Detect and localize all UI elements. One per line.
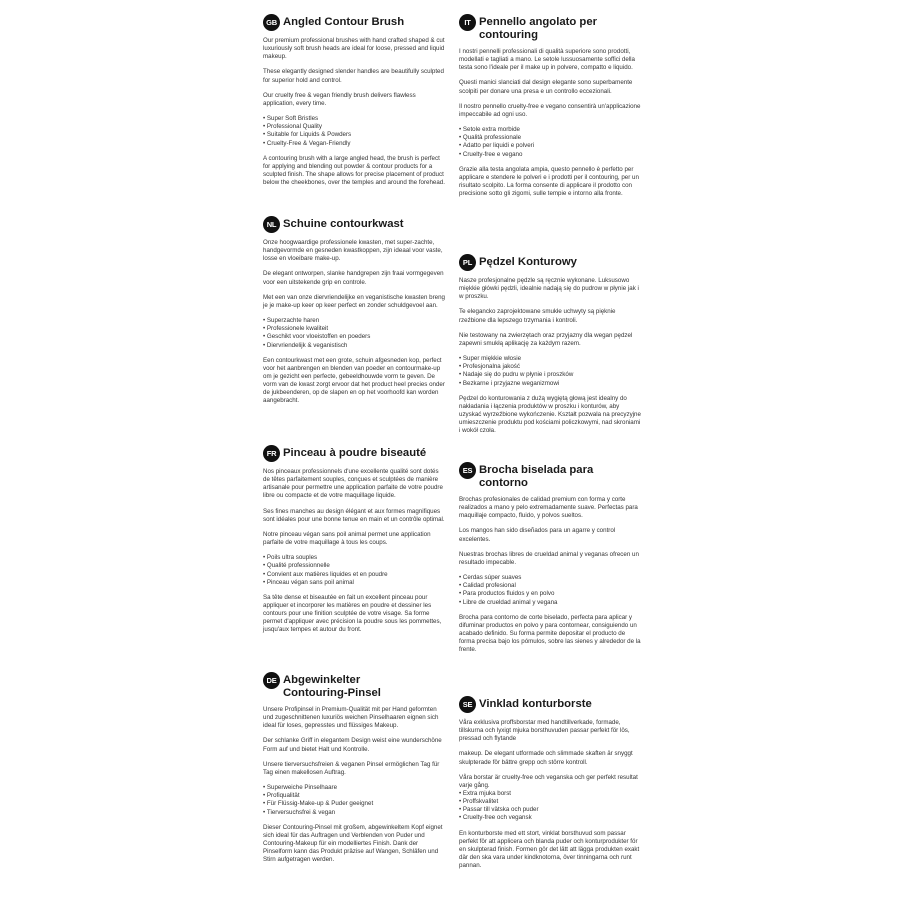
list-item: • Profesjonalna jakość: [459, 363, 641, 371]
paragraph: Our cruelty free & vegan friendly brush delivers flawless application, every time.: [263, 91, 416, 107]
feature-list: [459, 574, 641, 606]
section-title: Pędzel Konturowy: [479, 256, 577, 268]
list-item: • Cruelty-Free & Vegan-Friendly: [263, 140, 445, 148]
list-item: • Pinceau végan sans poil animal: [263, 579, 445, 587]
paragraph: Grazie alla testa angolata ampia, questo pennello è perfetto per applicare e stendere le polveri e i prodotti per il contouring, per un risultato scolpito. La forma consente di applicare il prodotto con precisione sotto gli zigomi, sulle tempie e intorno alla fronte.: [459, 165, 639, 198]
pl-language-icon: PL: [459, 254, 476, 271]
gb-language-icon: GB: [263, 14, 280, 31]
list-item: • Professionele kwaliteit: [263, 325, 445, 333]
section-title-line: contouring: [479, 29, 538, 41]
list-item: • Cruelty-free och vegansk: [459, 814, 641, 822]
section-header: [263, 14, 445, 31]
section-title-line: Pennello angolato per: [479, 16, 598, 28]
section-header: [459, 696, 641, 713]
paragraph: Unsere Profipinsel in Premium-Qualität mit per Hand geformten und zugeschnittenen luxuriös weichen Pinselhaaren eignen sich ideal für loses, gepresstes und flüssiges Makeup.: [263, 706, 439, 730]
list-item: • Profiqualität: [263, 792, 445, 800]
paragraph: Los mangos han sido diseñados para un agarre y control excelentes.: [459, 527, 616, 543]
section-header: [459, 14, 641, 42]
paragraph: makeup. De elegant utformade och slimmade skaften är snyggt skulpterade för bättre grepp och större kontroll.: [459, 750, 633, 766]
list-item: • Cerdas súper suaves: [459, 574, 641, 582]
list-item: • Calidad profesional: [459, 582, 641, 590]
paragraph: De elegant ontworpen, slanke handgrepen zijn fraai vormgegeven voor een uitstekende grip en controle.: [263, 270, 444, 286]
list-item: • Superzachte haren: [263, 317, 445, 325]
list-item: • Para productos fluidos y en polvo: [459, 590, 641, 598]
list-item: • Extra mjuka borst: [459, 790, 641, 798]
paragraph: En konturborste med ett stort, vinklat borsthuvud som passar perfekt för att applicera och blanda puder och konturprodukter för en skulpterad finish. Formen gör det lätt att lägga produkten exakt där den ska vara under kindknotorna, över tinningarna och runt pannan.: [459, 829, 640, 869]
section-header: [263, 216, 445, 233]
paragraph: Ses fines manches au design élégant et aux formes magnifiques sont idéales pour une bonne tenue en main et un contrôle optimal.: [263, 507, 445, 523]
paragraph: Our premium professional brushes with hand crafted shaped & cut luxuriously soft brush heads are ideal for loose, pressed and liquid makeup.: [263, 37, 445, 61]
paragraph: These elegantly designed slender handles are beautifully sculpted for superior hold and control.: [263, 68, 444, 84]
feature-list: [459, 126, 641, 158]
paragraph: A contouring brush with a large angled head, the brush is perfect for applying and blending out powder & contour products for a sculpted finish. The shape allows for precise placement of product below the cheekbones, over the temples and around the forehead.: [263, 154, 445, 187]
paragraph: Nasze profesjonalne pędzle są ręcznie wykonane. Luksusowo miękkie główki pędzli, idealnie nadają się do pudrow w płynie jak i w proszku.: [459, 277, 639, 301]
section-title: [283, 672, 381, 700]
section-header: [459, 254, 641, 271]
section-se: [459, 696, 641, 877]
feature-list: [263, 784, 445, 816]
paragraph: Onze hoogwaardige professionele kwasten, met super-zachte, handgevormde en gesneden kwastkoppen, zijn ideaal voor vaste, losse en vloeibare make-up.: [263, 239, 443, 263]
es-language-icon: ES: [459, 462, 476, 479]
section-body: [459, 48, 641, 198]
section-title-line: contorno: [479, 477, 528, 489]
section-it: [459, 14, 641, 205]
list-item: • Nadaje się do pudru w płynie i proszków: [459, 371, 641, 379]
it-language-icon: IT: [459, 14, 476, 31]
section-body: [263, 468, 445, 634]
list-item: • Suitable for Liquids & Powders: [263, 131, 445, 139]
section-body: [263, 37, 445, 187]
paragraph: Nuestras brochas libres de crueldad animal y veganas ofrecen un resultado impecable.: [459, 550, 639, 566]
section-body: [263, 706, 445, 864]
nl-language-icon: NL: [263, 216, 280, 233]
feature-list: [263, 554, 445, 586]
list-item: • Bezkarne i przyjazne weganizmowi: [459, 380, 641, 388]
section-title-line: Brocha biselada para: [479, 464, 594, 476]
paragraph: Il nostro pennello cruelty-free e vegano consentirà un'applicazione impeccabile ad ogni uso.: [459, 102, 641, 118]
section-es: [459, 462, 641, 661]
paragraph: Sa tête dense et biseautée en fait un excellent pinceau pour appliquer et incorporer les matières en poudre et dessiner les contours pour une finition sculptée de votre visage. Sa forme permet d'appliquer avec précision la poudre sous les pommettes, jusqu'aux tempes et autour du front.: [263, 593, 442, 634]
section-title: [479, 462, 593, 490]
paragraph: Nie testowany na zwierzętach oraz przyjazny dla wegan pędzel zapewni smukłą aplikację za każdym razem.: [459, 331, 633, 347]
section-header: [263, 445, 445, 462]
list-item: • Für Flüssig-Make-up & Puder geeignet: [263, 800, 445, 808]
paragraph: Een contourkwast met een grote, schuin afgesneden kop, perfect voor het aanbrengen en blenden van poeder en contourmake-up om je gezicht een perfecte, gebeeldhouwde vorm te geven. De vorm van de kwast zorgt ervoor dat het product heel precies onder de jukbeenderen, op de slapen en op het voorhoofd kan worden aangebracht.: [263, 356, 445, 405]
paragraph: Met een van onze diervriendelijke en veganistische kwasten breng je je make-up keer op keer perfect en zonder schuldgevoel aan.: [263, 293, 445, 309]
section-body: [459, 496, 641, 654]
section-title: Schuine contourkwast: [283, 218, 404, 230]
list-item: • Tierversuchsfrei & vegan: [263, 809, 445, 817]
list-item: • Diervriendelijk & veganistisch: [263, 342, 445, 350]
section-title: Angled Contour Brush: [283, 16, 405, 28]
paragraph: Våra borstar är cruelty-free och veganska och ger perfekt resultat varje gång.: [459, 773, 638, 789]
list-item: • Poils ultra souples: [263, 554, 445, 562]
list-item: • Libre de crueldad animal y vegana: [459, 599, 641, 607]
section-title: Vinklad konturborste: [479, 698, 592, 710]
list-item: • Adatto per liquidi e polveri: [459, 142, 641, 150]
list-item: • Super Soft Bristles: [263, 115, 445, 123]
paragraph: I nostri pennelli professionali di qualità superiore sono prodotti, modellati e tagliati a mano. Le setole lussuosamente soffici della testa sono l'ideale per il make up in polvere, compatto e liquido.: [459, 48, 635, 72]
section-gb: [263, 14, 445, 194]
section-body: [459, 277, 641, 435]
list-item: • Proffskvalitet: [459, 798, 641, 806]
list-item: • Super miękkie włosie: [459, 355, 641, 363]
paragraph: Notre pinceau végan sans poil animal permet une application parfaite de votre maquillage à tous les coups.: [263, 530, 431, 547]
list-item: • Convient aux matières liquides et en poudre: [263, 571, 445, 579]
section-title: [479, 14, 597, 42]
de-language-icon: DE: [263, 672, 280, 689]
section-fr: [263, 445, 445, 642]
section-de: [263, 672, 445, 871]
paragraph: Dieser Contouring-Pinsel mit großem, abgewinkeltem Kopf eignet sich ideal für das Auftragen und Verblenden von Puder und Contouring-Makeup für ein modelliertes Finish. Dank der Pinselform kann das Produkt präzise auf Wangen, Schläfen und Stirn aufgetragen werden.: [263, 823, 443, 864]
paragraph: Der schlanke Griff in elegantem Design weist eine wunderschöne Form auf und bietet Halt und Kontrolle.: [263, 737, 442, 753]
feature-list: [459, 355, 641, 387]
section-body: [263, 239, 445, 405]
feature-list: [459, 790, 641, 822]
paragraph: Våra exklusiva proffsborstar med handtillverkade, formade, tillskurna och lyxigt mjuka borsthuvuden passar perfekt för lös, pressad och flytande: [459, 719, 630, 743]
list-item: • Superweiche Pinselhaare: [263, 784, 445, 792]
section-header: [263, 672, 445, 700]
paragraph: Pędzel do konturowania z dużą wygiętą głową jest idealny do nakładania i łączenia produktów w proszku i konturów, aby uzyskać wyrzeźbione wykończenie. Kształt pozwala na precyzyjne umieszczenie produktu pod kościami policzkowymi, nad skroniami i wokół czoła.: [459, 394, 641, 435]
list-item: • Passar till vätska och puder: [459, 806, 641, 814]
feature-list: [263, 317, 445, 349]
se-language-icon: SE: [459, 696, 476, 713]
paragraph: Nos pinceaux professionnels d'une excellente qualité sont dotés de têtes parfaitement souples, conçues et sculptées de manière artisanale pour permettre une application parfaite de votre poudre libre ou compacte et de votre maquillage liquide.: [263, 468, 443, 500]
section-title-line: Abgewinkelter: [283, 674, 361, 686]
paragraph: Brocha para contorno de corte biselado, perfecta para aplicar y difuminar productos en polvo y para contornear, consiguiendo un acabado definido. Su forma permite depositar el producto de forma precisa bajo los pómulos, sobre las sienes y alrededor de la frente.: [459, 613, 641, 654]
list-item: • Professional Quality: [263, 123, 445, 131]
section-header: [459, 462, 641, 490]
list-item: • Geschikt voor vloeistoffen en poeders: [263, 333, 445, 341]
list-item: • Qualité professionnelle: [263, 562, 445, 570]
fr-language-icon: FR: [263, 445, 280, 462]
paragraph: Te elegancko zaprojektowane smukłe uchwyty są pięknie rzeźbione dla lepszego trzymania i kontroli.: [459, 308, 616, 324]
section-nl: [263, 216, 445, 413]
list-item: • Setole extra morbide: [459, 126, 641, 134]
paragraph: Questi manici slanciati dal design elegante sono superbamente scolpiti per donare una presa e un controllo eccezionali.: [459, 79, 633, 95]
feature-list: [263, 115, 445, 147]
list-item: • Cruelty-free e vegano: [459, 151, 641, 159]
list-item: • Qualità professionale: [459, 134, 641, 142]
paragraph: Brochas profesionales de calidad premium con forma y corte realizados a mano y pelo extremadamente suave. Perfectas para maquillaje compacto, fluido, y polvos sueltos.: [459, 496, 638, 520]
section-title-line: Contouring-Pinsel: [283, 687, 381, 699]
section-body: [459, 719, 641, 870]
paragraph: Unsere tierversuchsfreien & veganen Pinsel ermöglichen Tag für Tag einen makellosen Auftrag.: [263, 760, 440, 776]
section-pl: [459, 254, 641, 442]
section-title: Pinceau à poudre biseauté: [283, 447, 427, 459]
